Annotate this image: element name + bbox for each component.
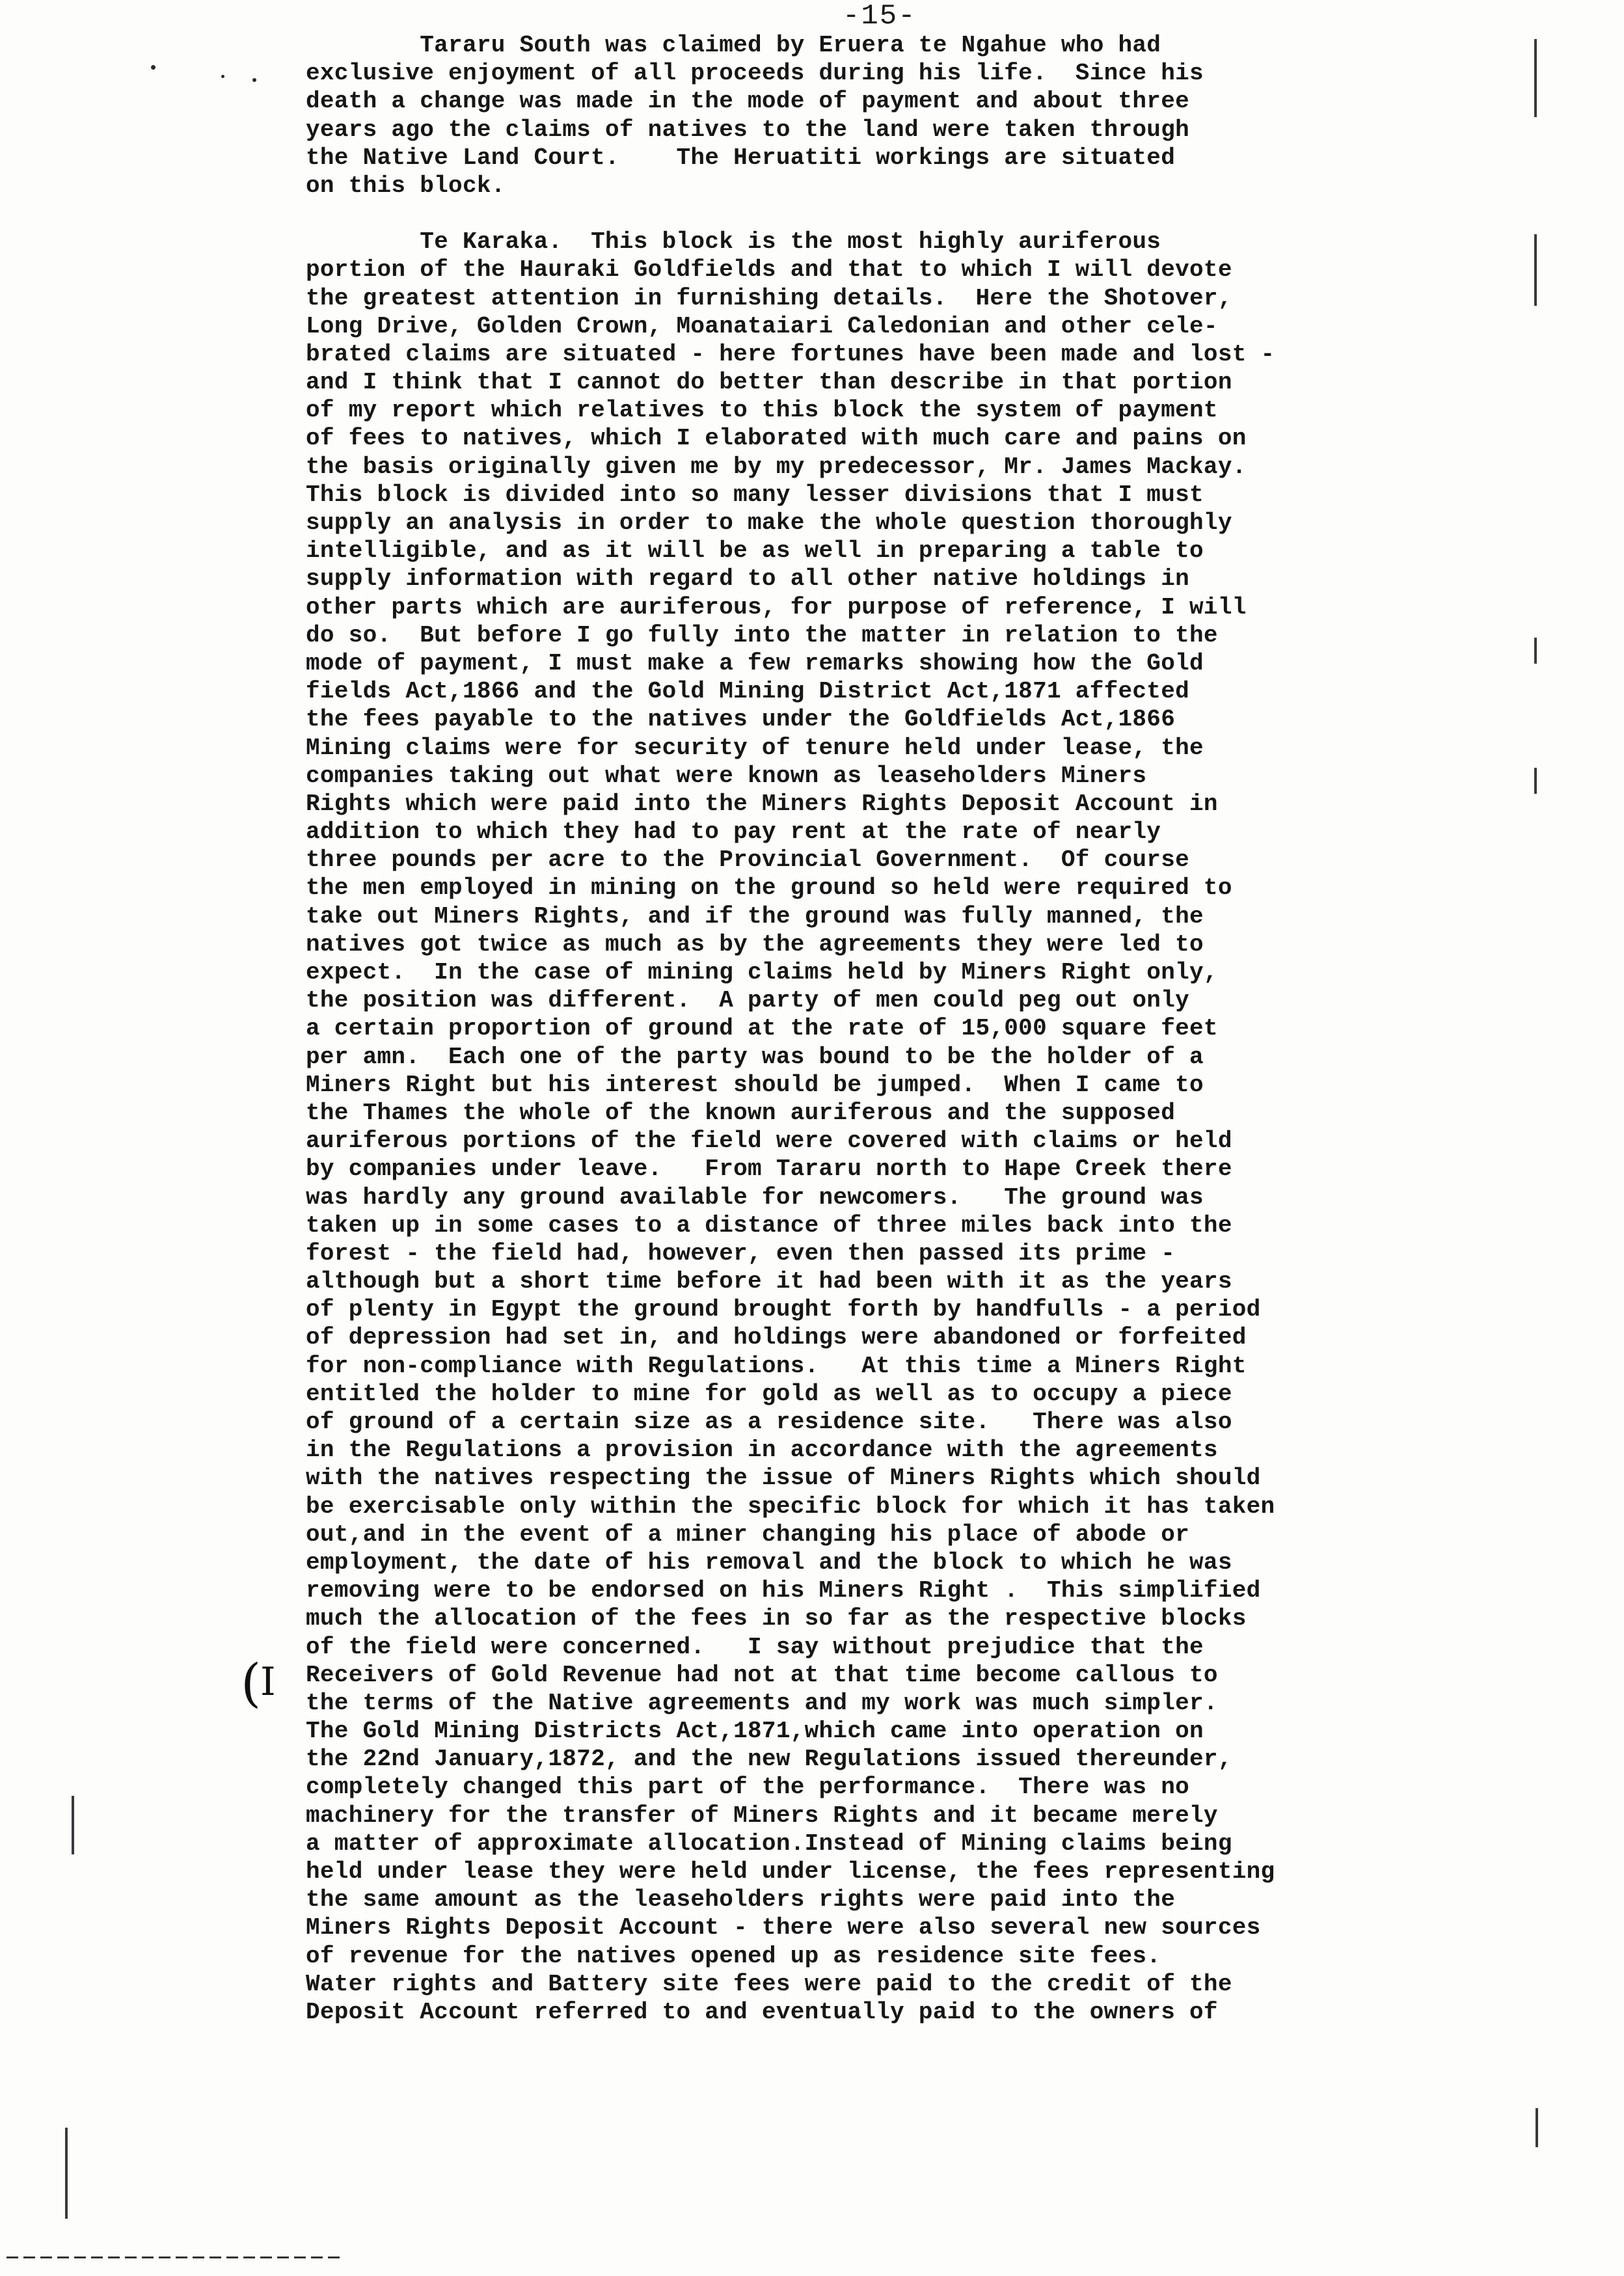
- margin-line: [65, 2128, 68, 2219]
- text-line: the 22nd January,1872, and the new Regulations issued thereunder,: [306, 1746, 1232, 1773]
- text-line: of the field were concerned. I say without prejudice that the: [306, 1633, 1204, 1660]
- text-line: expect. In the case of mining claims held by Miners Right only,: [306, 959, 1218, 986]
- text-line: brated claims are situated - here fortunes have been made and lost -: [306, 340, 1275, 368]
- text-line: auriferous portions of the field were covered with claims or held: [306, 1128, 1232, 1155]
- text-line: of plenty in Egypt the ground brought forth by handfulls - a period: [306, 1296, 1261, 1323]
- text-line: Receivers of Gold Revenue had not at that time become callous to: [306, 1661, 1218, 1688]
- page-number: -15-: [843, 0, 917, 33]
- text-line: out,and in the event of a miner changing his place of abode or: [306, 1521, 1190, 1548]
- text-line: held under lease they were held under license, the fees representing: [306, 1858, 1275, 1885]
- text-line: the Native Land Court. The Heruatiti workings are situated: [306, 144, 1176, 171]
- text-line: Long Drive, Golden Crown, Moanataiari Caledonian and other cele-: [306, 312, 1218, 340]
- text-line: Rights which were paid into the Miners Rights Deposit Account in: [306, 790, 1218, 817]
- text-line: with the natives respecting the issue of Miners Rights which should: [306, 1465, 1261, 1492]
- text-line: forest - the field had, however, even then passed its prime -: [306, 1240, 1176, 1267]
- text-line: the terms of the Native agreements and my work was much simpler.: [306, 1689, 1218, 1716]
- text-line: the fees payable to the natives under the Goldfields Act,1866: [306, 706, 1176, 733]
- text-line: Te Karaka. This block is the most highly auriferous: [306, 228, 1161, 256]
- text-line: a matter of approximate allocation.Instead of Mining claims being: [306, 1830, 1232, 1857]
- text-line: fields Act,1866 and the Gold Mining District Act,1871 affected: [306, 678, 1190, 705]
- text-line: natives got twice as much as by the agreements they were led to: [306, 930, 1204, 958]
- text-line: and I think that I cannot do better than describe in that portion: [306, 369, 1232, 396]
- text-line: in the Regulations a provision in accordance with the agreements: [306, 1437, 1218, 1464]
- text-line: exclusive enjoyment of all proceeds during his life. Since his: [306, 60, 1204, 87]
- text-line: do so. But before I go fully into the matter in relation to the: [306, 621, 1218, 649]
- text-line: employment, the date of his removal and the block to which he was: [306, 1549, 1232, 1576]
- text-line: This block is divided into so many lesser divisions that I must: [306, 481, 1204, 508]
- text-line: Deposit Account referred to and eventually paid to the owners of: [306, 1998, 1218, 2025]
- scan-speck: [151, 65, 156, 70]
- margin-line: [1534, 39, 1537, 117]
- text-line: companies taking out what were known as leaseholders Miners: [306, 762, 1147, 789]
- text-line: was hardly any ground available for newcomers. The ground was: [306, 1184, 1204, 1211]
- text-line: the men employed in mining on the ground so held were required to: [306, 874, 1232, 902]
- margin-line: [72, 1796, 74, 1854]
- scan-speck: [252, 78, 256, 82]
- margin-line: [1534, 768, 1537, 794]
- text-line: entitled the holder to mine for gold as well as to occupy a piece: [306, 1380, 1232, 1407]
- text-line: Mining claims were for security of tenure held under lease, the: [306, 734, 1204, 761]
- text-line: removing were to be endorsed on his Miners Right . This simplified: [306, 1577, 1261, 1605]
- bottom-rule: [7, 2256, 345, 2258]
- text-line: although but a short time before it had been with it as the years: [306, 1268, 1232, 1295]
- text-line: death a change was made in the mode of payment and about three: [306, 88, 1190, 115]
- text-line: Miners Rights Deposit Account - there were also several new sources: [306, 1914, 1261, 1942]
- margin-line: [1534, 234, 1537, 306]
- text-line: years ago the claims of natives to the land were taken through: [306, 116, 1190, 143]
- paragraph-te-karaka: [306, 228, 1464, 2026]
- text-line: addition to which they had to pay rent at the rate of nearly: [306, 819, 1161, 846]
- text-line: Tararu South was claimed by Eruera te Ngahue who had: [306, 32, 1161, 59]
- text-line: the position was different. A party of men could peg out only: [306, 987, 1190, 1014]
- text-line: machinery for the transfer of Miners Rights and it became merely: [306, 1802, 1218, 1829]
- text-line: Water rights and Battery site fees were paid to the credit of the: [306, 1970, 1232, 1998]
- text-line: be exercisable only within the specific block for which it has taken: [306, 1493, 1275, 1520]
- margin-annotation-icon: I: [260, 1659, 276, 1705]
- text-line: the greatest attention in furnishing details. Here the Shotover,: [306, 284, 1232, 312]
- text-line: supply an analysis in order to make the whole question thoroughly: [306, 509, 1232, 536]
- text-line: on this block.: [306, 172, 506, 199]
- paragraph-tararu-south: [306, 31, 1464, 200]
- text-line: Miners Right but his interest should be jumped. When I came to: [306, 1071, 1204, 1098]
- margin-line: [1534, 638, 1537, 664]
- text-line: a certain proportion of ground at the rate of 15,000 square feet: [306, 1015, 1218, 1042]
- scan-speck: [221, 75, 224, 78]
- text-line: of my report which relatives to this block the system of payment: [306, 397, 1218, 424]
- text-line: of depression had set in, and holdings were abandoned or forfeited: [306, 1324, 1247, 1351]
- text-line: portion of the Hauraki Goldfields and that to which I will devote: [306, 256, 1232, 284]
- text-line: much the allocation of the fees in so far as the respective blocks: [306, 1605, 1247, 1632]
- text-line: the basis originally given me by my predecessor, Mr. James Mackay.: [306, 453, 1247, 480]
- text-line: completely changed this part of the performance. There was no: [306, 1774, 1190, 1801]
- text-line: per amn. Each one of the party was bound to be the holder of a: [306, 1043, 1204, 1070]
- text-line: three pounds per acre to the Provincial Government. Of course: [306, 847, 1190, 874]
- text-line: intelligible, and as it will be as well in preparing a table to: [306, 537, 1204, 565]
- margin-line: [1536, 2108, 1538, 2147]
- text-line: of revenue for the natives opened up as residence site fees.: [306, 1942, 1161, 1970]
- text-line: take out Miners Rights, and if the ground was fully manned, the: [306, 902, 1204, 930]
- typescript-body: [306, 31, 1464, 2026]
- text-line: other parts which are auriferous, for purpose of reference, I will: [306, 593, 1247, 621]
- text-line: by companies under leave. From Tararu north to Hape Creek there: [306, 1156, 1232, 1183]
- text-line: taken up in some cases to a distance of three miles back into the: [306, 1212, 1232, 1239]
- margin-annotation-icon: (: [241, 1653, 262, 1713]
- text-line: for non-compliance with Regulations. At this time a Miners Right: [306, 1352, 1247, 1379]
- text-line: the Thames the whole of the known auriferous and the supposed: [306, 1099, 1176, 1126]
- text-line: of ground of a certain size as a residence site. There was also: [306, 1409, 1232, 1435]
- text-line: mode of payment, I must make a few remarks showing how the Gold: [306, 649, 1204, 677]
- text-line: the same amount as the leaseholders rights were paid into the: [306, 1886, 1176, 1914]
- text-line: supply information with regard to all other native holdings in: [306, 565, 1190, 593]
- text-line: The Gold Mining Districts Act,1871,which came into operation on: [306, 1718, 1204, 1745]
- text-line: of fees to natives, which I elaborated with much care and pains on: [306, 425, 1247, 452]
